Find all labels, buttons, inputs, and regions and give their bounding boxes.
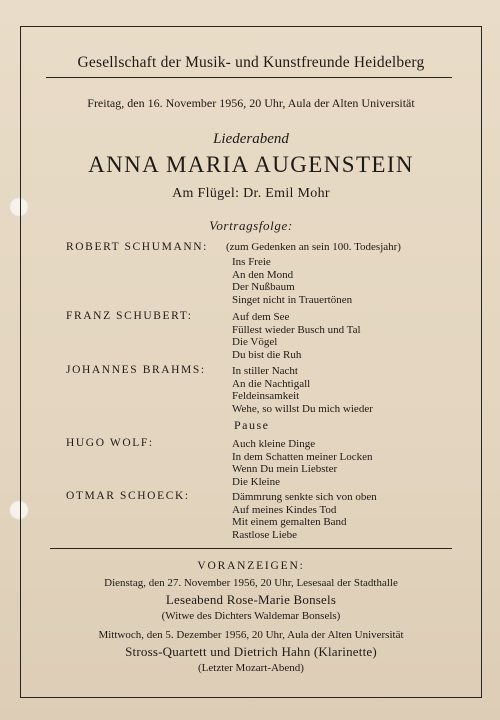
society-name: Gesellschaft der Musik- und Kunstfreunde Heidelberg — [77, 54, 425, 71]
intermission-label: Pause — [234, 418, 270, 432]
event-title: Stross-Quartett und Dietrich Hahn (Klarinette) — [125, 644, 377, 659]
song-title: Ins Freie — [232, 256, 271, 268]
song-title: Der Nußbaum — [232, 281, 295, 294]
composer-name: HUGO WOLF: — [66, 437, 154, 449]
composer-name: JOHANNES BRAHMS: — [66, 364, 206, 376]
song-title: Die Vögel — [232, 336, 278, 349]
announcements-heading: VORANZEIGEN: — [197, 560, 305, 572]
song-list — [232, 438, 373, 488]
concert-dateline: Freitag, den 16. November 1956, 20 Uhr, Aula der Alten Universität — [87, 96, 415, 110]
song-list — [232, 365, 373, 415]
event-date: Dienstag, den 27. November 1956, 20 Uhr, Lesesaal der Stadthalle — [104, 577, 398, 589]
song-list — [232, 311, 361, 361]
song-list — [232, 256, 352, 306]
accompanist: Am Flügel: Dr. Emil Mohr — [172, 186, 330, 201]
song-title: Die Kleine — [232, 475, 280, 488]
song-title: Wehe, so willst Du mich wieder — [232, 402, 373, 415]
song-title: Füllest wieder Busch und Tal — [232, 323, 361, 336]
song-title: Auf dem See — [232, 311, 290, 323]
event-type: Liederabend — [213, 131, 289, 147]
song-title: Wenn Du mein Liebster — [232, 463, 338, 476]
header-rule — [46, 77, 452, 78]
event-title: Leseabend Rose-Marie Bonsels — [165, 592, 337, 607]
program-heading: Vortragsfolge: — [209, 218, 293, 233]
song-title: Feldeinsamkeit — [232, 390, 300, 403]
song-title: Auch kleine Dinge — [232, 438, 316, 450]
song-title: An die Nachtigall — [232, 377, 311, 390]
song-title: Auf meines Kindes Tod — [232, 503, 337, 516]
song-title: An den Mond — [232, 268, 294, 281]
announcements-rule — [50, 548, 452, 549]
composer-name: FRANZ SCHUBERT: — [66, 310, 193, 322]
event-note: (Witwe des Dichters Waldemar Bonsels) — [161, 610, 341, 622]
performer-name: ANNA MARIA AUGENSTEIN — [88, 152, 414, 177]
song-title: Rastlose Liebe — [232, 528, 298, 541]
song-title: Dämmrung senkte sich von oben — [232, 491, 377, 503]
song-title: Du bist die Ruh — [232, 348, 302, 361]
song-title: In dem Schatten meiner Locken — [232, 450, 373, 463]
song-title: In stiller Nacht — [232, 365, 298, 377]
song-list — [232, 491, 377, 541]
event-date: Mittwoch, den 5. Dezember 1956, 20 Uhr, Aula der Alten Universität — [98, 629, 404, 641]
song-title: Mit einem gemalten Band — [232, 516, 347, 529]
event-note: (Letzter Mozart-Abend) — [198, 662, 304, 674]
composer-name: ROBERT SCHUMANN: — [66, 241, 208, 253]
song-title: Singet nicht in Trauertönen — [232, 293, 353, 306]
composer-note: (zum Gedenken an sein 100. Todesjahr) — [226, 241, 401, 253]
composer-name: OTMAR SCHOECK: — [66, 490, 190, 502]
